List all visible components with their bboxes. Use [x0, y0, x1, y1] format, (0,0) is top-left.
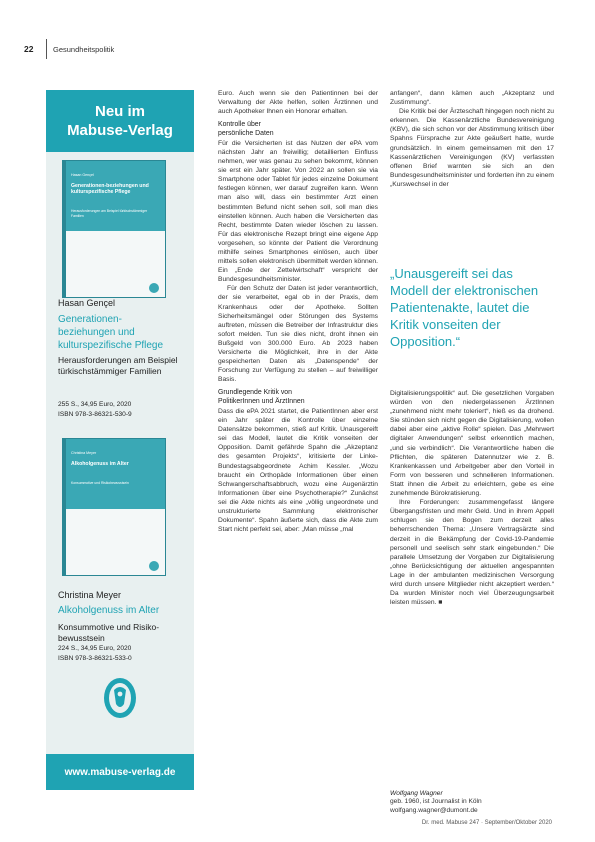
book-cover-alkoholgenuss[interactable] [62, 438, 166, 576]
subheading-line: Kontrolle über [218, 121, 261, 129]
book2-isbn: ISBN 978-3-86321-533-0 [58, 655, 132, 662]
book-cover-spine [63, 161, 66, 297]
paragraph: Dass die ePA 2021 startet, die PatientInnen aber erst ein Jahr später die Kontrolle über einzelne Datensätze bekommen, stieß auf Kritik. Unausgereift sei das Modell, lautet die Kritik vonseiten der Opposition. Damit gefährde Spahn die „Akzeptanz des gesamten Projekts“, kritisierte der Linke-Bundestagsabgeordnete Achim Kessler. „Wozu braucht ein Orthopäde Informationen über einen Schwangerschaftsabbruch, wozu eine Augenärztin Informationen über eine Psychotherapie?“ Zunächst sei die Akte nichts als eine „völlig ungeordnete und unstrukturierte Sammlung elektronischer Dokumente“. Spahn äußerte sich, dass die Akte zum Start nicht perfekt sei, aber: „Man müsse „mal [218, 408, 378, 534]
book-cover-author: Hasan Gençel [71, 173, 94, 177]
book-cover-subtitle: Konsummotive und Risikobewusstsein [71, 481, 129, 485]
paragraph: Die Kritik bei der Ärzteschaft hingegen noch nicht zu erkennen. Die Kassenärztliche Bundesvereinigung (KBV), die sich schon vor der Abstimmung kritisch über Spahns Fürsprache zur Akte geäußert hatte, wurde grundsätzlich. In einem gemeinsamen mit den 17 Kassenärztlichen Vereinigungen (KV) verfassten offenen Brief warnten sie sich an den Bundesgesundheitsminister und forderten ihn zu einem „Kurswechsel in der [390, 108, 555, 188]
subheading-line: Grundlegende Kritik von [218, 389, 292, 397]
book1-subtitle: Herausforderungen am Beispiel türkischstämmiger Familien [58, 355, 178, 376]
paragraph: Für die Versicherten ist das Nutzen der ePA vom nächsten Jahr an freiwillig; detaillierten Einfluss nehmen, wer was genau zu sehen bekommt, können sie erst ein Jahr später. Von 2022 an sollen sie via Smartphone oder Tablet für jedes einzelne Dokument festlegen können, wer darauf zugreifen kann. Wenn man also will, dass ein bestimmter Arzt einen bestimmten Befund nicht sehen soll, soll man dies einstellen können. Auch haben die Versicherten das Recht, bestimmte Daten wieder löschen zu lassen. Für das elektronische Rezept bringt eine eigene App vorgesehen, so könnte der Patient die Verordnung mithilfe seines Smartphones einlösen, auch über mittels sollen elektronisch übermittelt werden können. Ein „Ende der Zettelwirtschaft“ verspricht der Bundesgesundheitsminister. [218, 139, 378, 284]
book2-title: Alkoholgenuss im Alter [58, 605, 160, 616]
book2-meta [58, 644, 132, 664]
book-cover-title: Generationen-beziehungen und kulturspezifische Pflege [71, 183, 149, 196]
book1-author: Hasan Gençel [58, 298, 116, 308]
author-info [390, 790, 550, 815]
page-header [24, 38, 114, 60]
book1-price: 255 S., 34,95 Euro, 2020 [58, 401, 132, 408]
subheading [218, 389, 378, 407]
book1-title-line: kulturspezifische Pflege [58, 340, 164, 351]
publisher-ad-sidebar [46, 90, 194, 790]
book-cover-title: Alkoholgenuss im Alter [71, 461, 129, 467]
page-number: 22 [24, 44, 34, 54]
subheading-line: persönliche Daten [218, 130, 274, 138]
paragraph: Digitalisierungspolitik“ auf. Die gesetzlichen Vorgaben würden von den niedergelassenen ÄrztInnen „zunehmend nicht mehr toleriert“, hieß es da drohend. Sie stünden sich nicht gegen die Digitalisierung, wollen dabei aber eine „aktive Rolle“ spielen. Das „Mehrwert digitaler Anwendungen“ selbst erkenntlich machen, „und sie verbindlich“. Die Verantwortliche haben die Pflichten, die späteren Datennutzer wie z. B. Krankenkassen und Arbeitgeber aber den Vorteil in Form von besseren und schnelleren Informationen. Statt ihnen die Arbeit zu erleichtern, gebe es eine zunehmende Bürokratisierung. [390, 390, 554, 498]
paragraph: Euro. Auch wenn sie den Patientinnen bei der Verwaltung der Akte helfen, sollen Ärztinnen und auch Apotheker Ihnen ein Honorar erhalten. [218, 90, 378, 116]
paragraph: Ihre Forderungen: zusammengefasst längere Übergangsfristen und mehr Geld. Und in ihrem Appell schlugen sie den Bogen zum derzeit alles beherrschenden Thema: „Unsere Vertragsärzte sind derzeit in die Bekämpfung der Covid-19-Pandemie personell und seelisch sehr stark eingebunden.“ Die parallele Umsetzung der Vorgaben zur Digitalisierung „ohne Berücksichtigung der aktuellen angespannten Lage in der ambulanten medizinischen Versorgung wird durch unsere Mitglieder nicht akzeptiert werden.“ Da wurden Minister noch viel Überzeugungsarbeit leisten müssen. ■ [390, 499, 554, 607]
book1-title-line: beziehungen und [58, 327, 135, 338]
book-cover-subtitle: Herausforderungen am Beispiel türkischstämmiger Familien [71, 209, 148, 218]
ad-banner [46, 90, 194, 152]
pull-quote: „Unausgereift sei das Modell der elektronischen Patientenakte, lautet die Kritik vonseiten der Opposition.“ [390, 266, 539, 349]
author-email[interactable]: wolfgang.wagner@dumont.de [390, 806, 478, 814]
subheading-line: PolitikerInnen und ÄrztInnen [218, 398, 305, 406]
book1-title-line: Generationen- [58, 314, 122, 325]
ad-banner-line1: Neu im [94, 103, 145, 120]
author-name: Wolfgang Wagner [390, 790, 443, 797]
page-footer: Dr. med. Mabuse 247 · September/Oktober 2020 [421, 820, 552, 826]
section-name: Gesundheitspolitik [53, 44, 115, 54]
paragraph: Für den Schutz der Daten ist jeder verantwortlich, der sie verarbeitet, egal ob in der Praxis, dem Krankenhaus oder der Apotheke. Sollten Sicherheitsmängel oder Störungen des Systems auftreten, müssen die Betreiber der Infrastruktur dies sofort melden. Tun sie dies nicht, droht ihnen ein Bußgeld von 300.000 Euro. Ab 2023 haben Versicherte die Möglichkeit, ihre in der Akte gespeicherten Daten als „Datenspende“ der Forschung zur Verfügung zu stellen – auf freiwilliger Basis. [218, 285, 378, 384]
paragraph: anfangen“, dann kämen auch „Akzeptanz und Zustimmung“. [390, 90, 554, 107]
book-cover-generationen[interactable] [62, 160, 166, 298]
article-column-middle [218, 89, 378, 534]
publisher-seal-icon [102, 674, 138, 720]
ad-banner-line2: Mabuse-Verlag [67, 122, 173, 139]
author-bio: geb. 1960, ist Journalist in Köln [390, 798, 482, 806]
book1-isbn: ISBN 978-3-86321-530-9 [58, 411, 132, 418]
book2-author: Christina Meyer [58, 590, 122, 600]
subheading [218, 121, 378, 139]
header-divider [46, 39, 47, 59]
book-cover-spine [63, 439, 66, 575]
article-column-right-bottom [390, 389, 554, 607]
book-cover-author: Christina Meyer [71, 451, 97, 455]
publisher-logo-icon [149, 283, 159, 293]
article-column-right-top [390, 89, 554, 189]
publisher-url-link[interactable]: www.mabuse-verlag.de [46, 754, 194, 790]
publisher-logo-icon [149, 561, 159, 571]
book1-meta [58, 400, 132, 420]
book1-title [58, 313, 190, 352]
book2-price: 224 S., 34,95 Euro, 2020 [58, 645, 132, 652]
book2-subtitle: Konsummotive und Risiko-bewusstsein [58, 622, 160, 643]
